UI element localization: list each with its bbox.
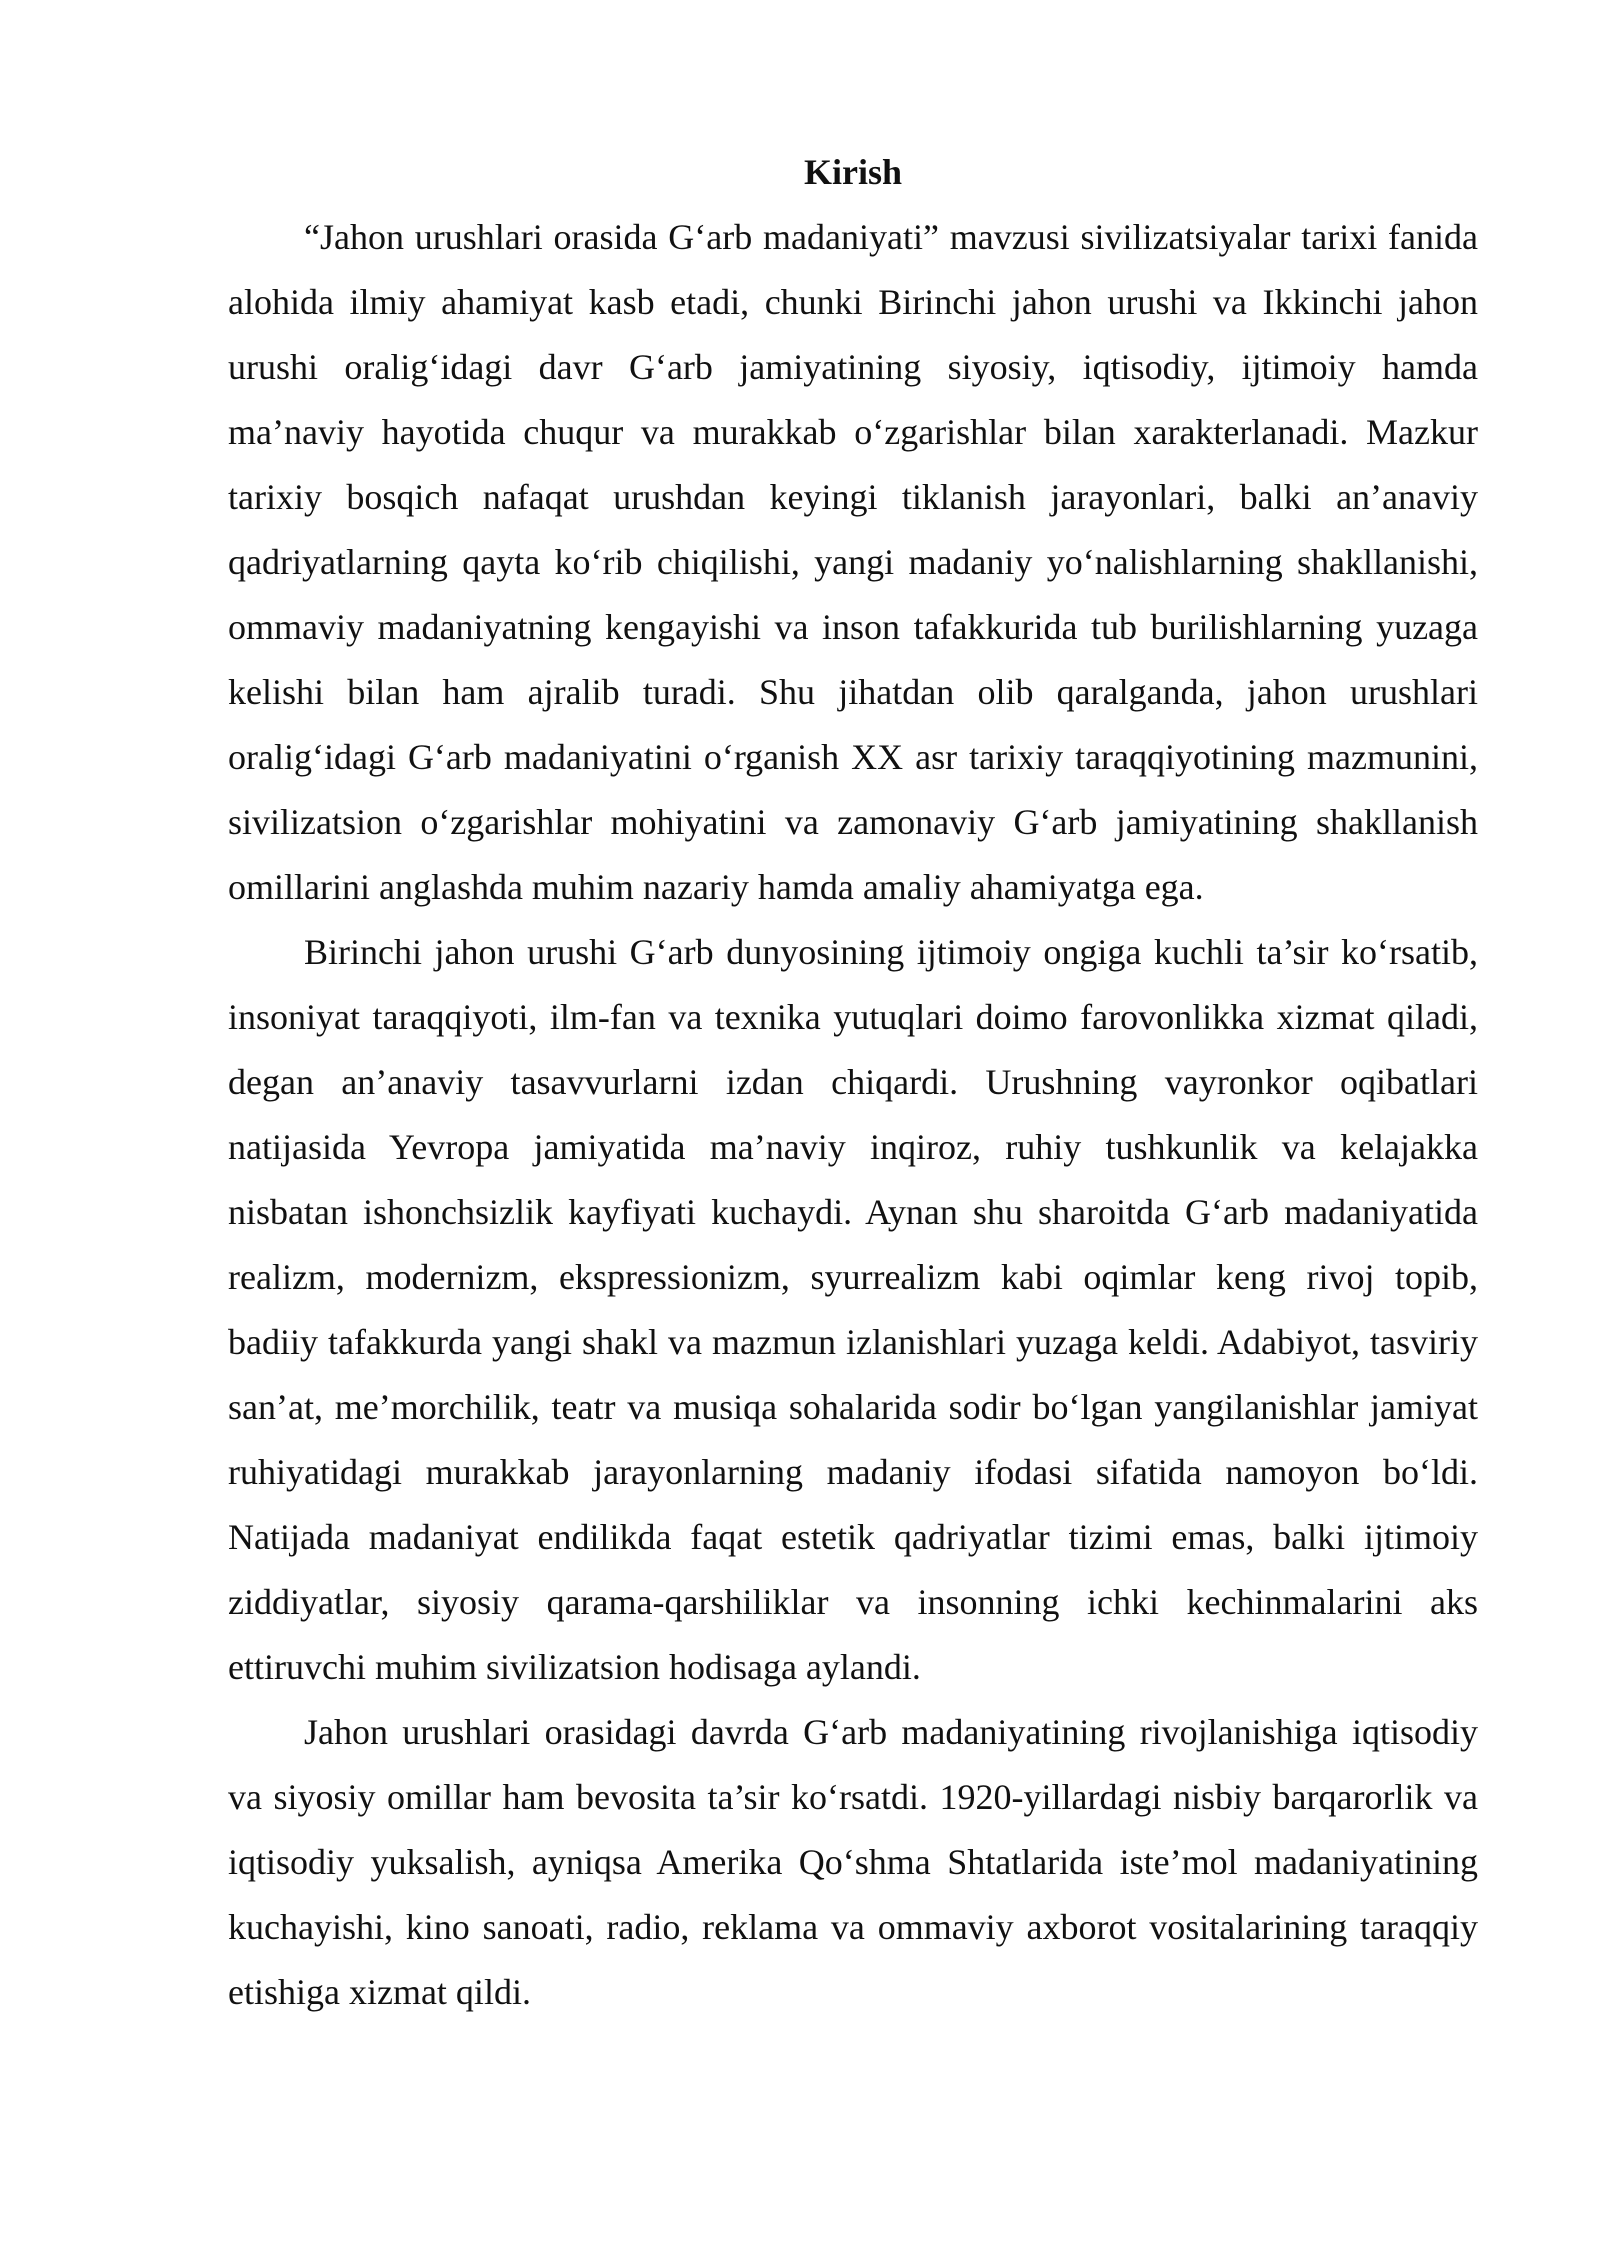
paragraph-3: Jahon urushlari orasidagi davrda G‘arb madaniyatining rivojlanishiga iqtisodiy va siyosiy omillar ham bevosita ta’sir ko‘rsatdi. 1920-yillardagi nisbiy barqarorlik va iqtisodiy yuksalish, ayniqsa Amerika Qo‘shma Shtatlarida iste’mol madaniyatining kuchayishi, kino sanoati, radio, reklama va ommaviy axborot vositalarining taraqqiy etishiga xizmat qildi. bbox=[228, 1712, 1478, 2012]
document-body bbox=[228, 140, 1478, 2025]
page-title: Kirish bbox=[803, 152, 902, 192]
paragraph-1: “Jahon urushlari orasida G‘arb madaniyati” mavzusi sivilizatsiyalar tarixi fanida alohida ilmiy ahamiyat kasb etadi, chunki Birinchi jahon urushi va Ikkinchi jahon urushi oralig‘idagi davr G‘arb jamiyatining siyosiy, iqtisodiy, ijtimoiy hamda ma’naviy hayotida chuqur va murakkab o‘zgarishlar bilan xarakterlanadi. Mazkur tarixiy bosqich nafaqat urushdan keyingi tiklanish jarayonlari, balki an’anaviy qadriyatlarning qayta ko‘rib chiqilishi, yangi madaniy yo‘nalishlarning shakllanishi, ommaviy madaniyatning kengayishi va inson tafakkurida tub burilishlarning yuzaga kelishi bilan ham ajralib turadi. Shu jihatdan olib qaralganda, jahon urushlari oralig‘idagi G‘arb madaniyatini o‘rganish XX asr tarixiy taraqqiyotining mazmunini, sivilizatsion o‘zgarishlar mohiyatini va zamonaviy G‘arb jamiyatining shakllanish omillarini anglashda muhim nazariy hamda amaliy ahamiyatga ega. bbox=[228, 217, 1478, 907]
paragraph-2: Birinchi jahon urushi G‘arb dunyosining ijtimoiy ongiga kuchli ta’sir ko‘rsatib, insoniyat taraqqiyoti, ilm-fan va texnika yutuqlari doimo farovonlikka xizmat qiladi, degan an’anaviy tasavvurlarni izdan chiqardi. Urushning vayronkor oqibatlari natijasida Yevropa jamiyatida ma’naviy inqiroz, ruhiy tushkunlik va kelajakka nisbatan ishonchsizlik kayfiyati kuchaydi. Aynan shu sharoitda G‘arb madaniyatida realizm, modernizm, ekspressionizm, syurrealizm kabi oqimlar keng rivoj topib, badiiy tafakkurda yangi shakl va mazmun izlanishlari yuzaga keldi. Adabiyot, tasviriy san’at, me’morchilik, teatr va musiqa sohalarida sodir bo‘lgan yangilanishlar jamiyat ruhiyatidagi murakkab jarayonlarning madaniy ifodasi sifatida namoyon bo‘ldi. Natijada madaniyat endilikda faqat estetik qadriyatlar tizimi emas, balki ijtimoiy ziddiyatlar, siyosiy qarama-qarshiliklar va insonning ichki kechinmalarini aks ettiruvchi muhim sivilizatsion hodisaga aylandi. bbox=[228, 932, 1478, 1687]
